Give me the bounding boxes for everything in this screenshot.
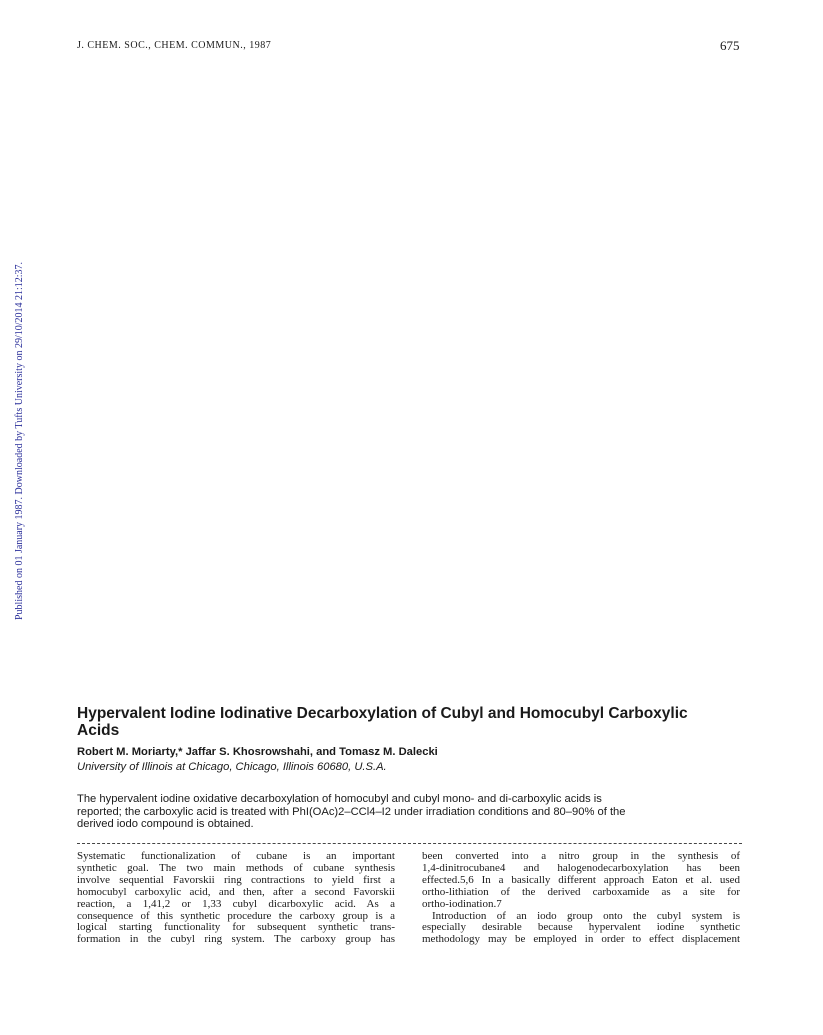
download-watermark: Published on 01 January 1987. Downloaded by Tufts University on 29/10/2014 21:12:37. [14, 261, 25, 620]
body-line: ortho-lithiation of the derived carboxamide as a site for [422, 885, 740, 898]
abstract-line: derived iodo compound is obtained. [77, 818, 254, 830]
abstract-line: The hypervalent iodine oxidative decarboxylation of homocubyl and cubyl mono- and di-carboxylic acids is [77, 793, 602, 805]
author-list: Robert M. Moriarty,* Jaffar S. Khosrowshahi, and Tomasz M. Dalecki [77, 746, 438, 758]
body-column-left [77, 851, 395, 946]
body-line: methodology may be employed in order to effect displacement [422, 933, 740, 946]
body-line: consequence of this synthetic procedure the carboxy group is a [77, 909, 395, 922]
body-column-right [422, 851, 740, 946]
title-line-1: Hypervalent Iodine Iodinative Decarboxylation of Cubyl and Homocubyl Carboxylic [77, 705, 688, 722]
body-line: synthetic goal. The two main methods of cubane synthesis [77, 861, 395, 874]
title-line-2: Acids [77, 722, 120, 739]
article-title [77, 705, 757, 739]
page-number: 675 [720, 38, 740, 53]
abstract-line: reported; the carboxylic acid is treated with PhI(OAc)2–CCl4–I2 under irradiation conditions and 80–90% of the [77, 805, 626, 818]
body-line: logical starting functionality for subsequent synthetic trans- [77, 921, 395, 934]
body-line: Introduction of an iodo group onto the cubyl system is [432, 909, 740, 922]
abstract [77, 793, 717, 831]
affiliation: University of Illinois at Chicago, Chicago, Illinois 60680, U.S.A. [77, 761, 387, 773]
body-line: Systematic functionalization of cubane is an important [77, 850, 395, 862]
body-line: ortho-iodination.7 [422, 897, 502, 910]
body-line: effected.5,6 In a basically different approach Eaton et al. used [422, 873, 740, 886]
journal-header: J. CHEM. SOC., CHEM. COMMUN., 1987 [77, 40, 272, 51]
body-line: involve sequential Favorskii ring contractions to yield first a [77, 873, 395, 886]
body-line: been converted into a nitro group in the synthesis of [422, 850, 740, 862]
body-line: especially desirable because hypervalent iodine synthetic [422, 921, 740, 934]
body-line: 1,4-dinitrocubane4 and halogenodecarboxylation has been [422, 861, 740, 874]
section-divider [77, 843, 742, 844]
body-line: formation in the cubyl ring system. The carboxy group has [77, 933, 395, 946]
body-line: reaction, a 1,41,2 or 1,33 cubyl dicarboxylic acid. As a [77, 897, 395, 910]
body-line: homocubyl carboxylic acid, and then, after a second Favorskii [77, 885, 395, 898]
